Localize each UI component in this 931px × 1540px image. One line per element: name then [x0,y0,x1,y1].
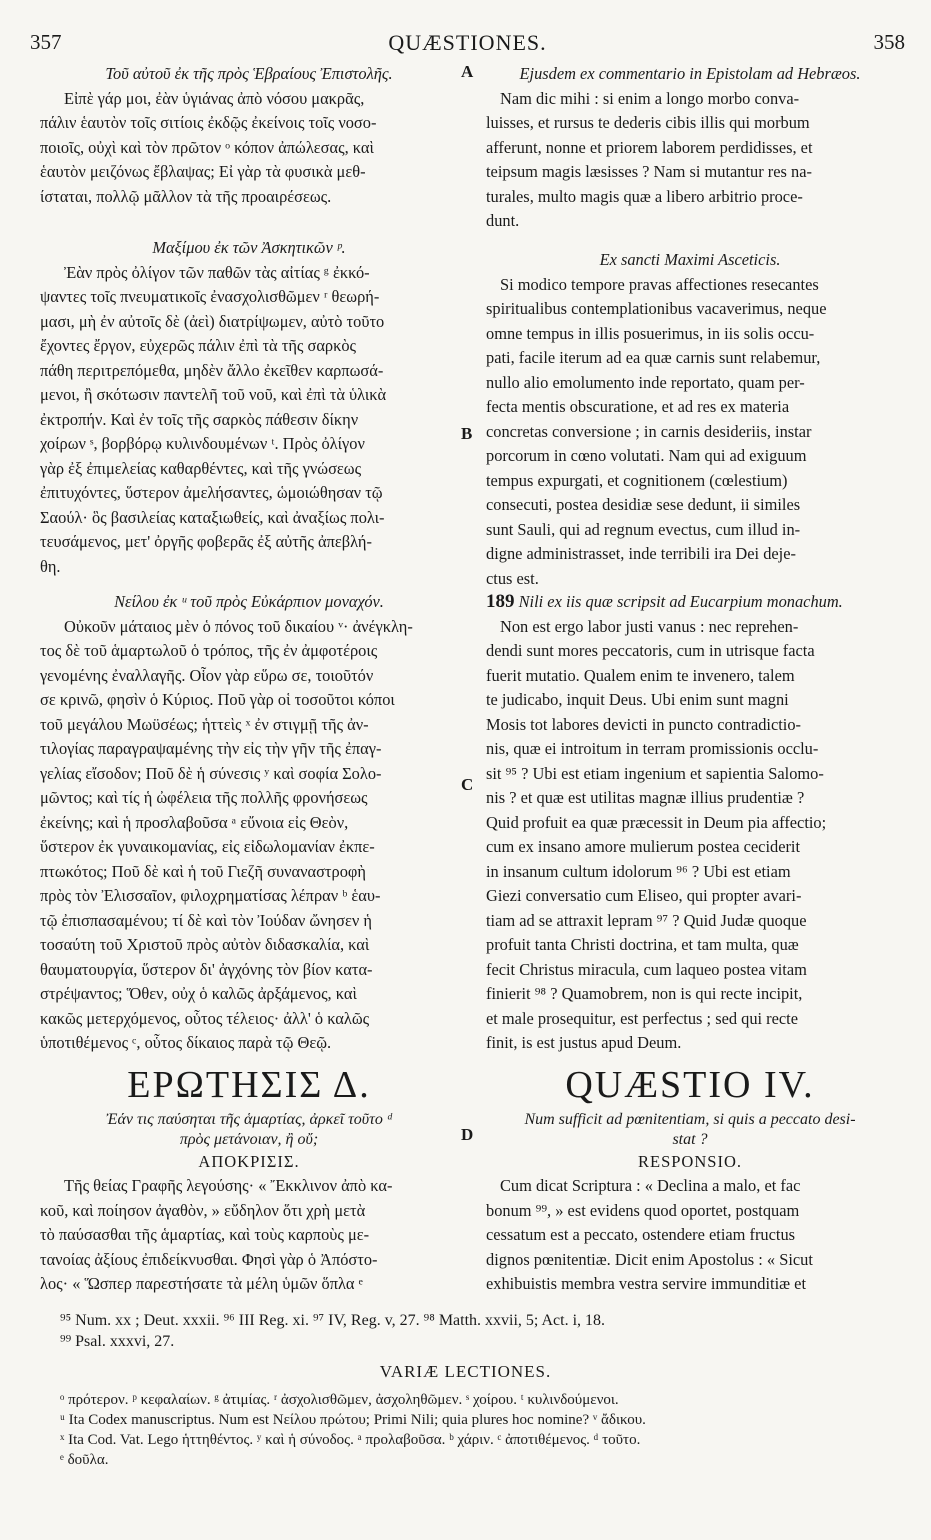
text-line: Cum dicat Scriptura : « Declina a malo, et fac [500,1176,801,1195]
text-line: πρὸς τὸν Ἐλισσαῖον, φιλοχρηματίσας λέπραν ᵇ ἑαυ- [40,886,381,905]
variant-line: ᵘ Ita Codex manuscriptus. Num est Νείλου πρώτου; Primi Nili; quia plures hoc nomine? ᵛ ἄδικου. [60,1412,646,1428]
text-line: nullo alio emolumento inde reportato, quam per- [486,372,805,392]
text-line: ἐκτροπήν. Καὶ ἐν τοῖς τῆς σαρκὸς πάθεσιν δίκην [40,409,359,429]
variae-lectiones [60,1390,900,1470]
text-line: digne administrasset, inde terribili ira Dei deje- [486,544,796,563]
greek-title-hebrews: Τοῦ αὐτοῦ ἐκ τῆς πρὸς Ἑβραίους Ἐπιστολῆς. [105,64,393,83]
greek-paragraph-1 [40,87,458,210]
text-line: et male prosequitur, est perfectus ; sed qui recte [486,1008,799,1028]
text-line: fuerit mutatio. Qualem enim te invenero, talem [486,665,795,685]
greek-column-maximus [40,236,458,579]
text-line: γενομένης ἐναλλαγῆς. Οἷον γὰρ εὕρω σε, τοιοῦτόν [40,665,374,685]
text-line: τανοίας ἀξίους ἐπιδείκνυσθαι. Φησὶ γὰρ ὁ Ἀπόστο- [40,1249,378,1269]
latin-question-subtitle [486,1110,894,1150]
text-line: dunt. [486,211,520,230]
text-line: ἐκείνης; καὶ ἡ προσλαβοῦσα ᵃ εὔνοια εἰς Θεὸν, [40,812,349,832]
text-line: nis, quæ ei introitum in terram promissionis occlu- [486,739,819,758]
text-line: cum ex insano amore mulierum postea ceciderit [486,837,801,856]
text-line: κοῦ, καὶ ποίησον ἀγαθὸν, » εὔδηλον ὅτι χρὴ μετὰ [40,1200,366,1220]
text-line: ψαντες τοῖς πνευματικοῖς ἐνασχολισθῶμεν ʳ θεωρή- [40,287,380,306]
text-line: πρὸς μετάνοιαν, ἢ οὔ; [179,1131,319,1148]
text-line: τοσαύτη τοῦ Χριστοῦ πρὸς αὐτὸν διδασκαλία, καὶ [40,935,370,954]
latin-answer-heading: RESPONSIO. [638,1152,742,1171]
latin-title-maximus: Ex sancti Maximi Asceticis. [599,250,781,269]
text-line: ἔχοντες ἔργον, εὐχερῶς πάλιν ἐπὶ τὰ τῆς σαρκὸς [40,336,357,355]
text-line: dignos pœnitentiæ. Dicit enim Apostolus : « Sicut [486,1249,813,1269]
footnotes [60,1310,900,1352]
latin-paragraph-4 [486,1174,894,1297]
text-line: Ἐὰν πρὸς ὀλίγον τῶν παθῶν τὰς αἰτίας ᵍ ἐκκό- [64,262,370,282]
latin-paragraph-2 [486,273,894,592]
greek-title-nilus: Νείλου ἐκ ᵘ τοῦ πρὸς Εὐκάρπιον μοναχόν. [114,592,384,611]
greek-answer-heading: ΑΠΟΚΡΙΣΙΣ. [198,1152,300,1171]
latin-column-nilus [486,590,894,1056]
text-line: concretas conversione ; in carnis desideriis, instar [486,421,812,441]
text-line: τὸ παύσασθαι τῆς ἁμαρτίας, καὶ τοὺς καρποὺς με- [40,1225,370,1244]
greek-paragraph-2 [40,261,458,580]
text-line: te judicabo, inquit Deus. Ubi enim sunt magni [486,690,789,709]
text-line: tempus expurgati, et cognitionem (cœlestium) [486,470,788,490]
latin-column-maximus [486,248,894,591]
page-number-right: 358 [873,30,905,54]
text-line: στρέψαντος; Ὅθεν, οὐχ ὁ καλῶς ἀρξάμενος, καὶ [40,984,357,1003]
text-line: nis ? et quæ est utilitas magnæ illius prudentiæ ? [486,788,805,807]
greek-answer-text [40,1174,458,1297]
text-line: τῷ ἐπισπασαμένου; τί δὲ καὶ τὸν Ἰούδαν ὤνησεν ἡ [40,910,372,930]
latin-title-nilus-text: Nili ex iis quæ scripsit ad Eucarpium monachum. [518,592,843,611]
text-line: τοῦ μεγάλου Μωϋσέως; ἡττεὶς ˣ ἐν στιγμῇ τῆς ἀν- [40,714,369,734]
text-line: μασι, μὴ ἐν αὐτοῖς δὲ (ἀεὶ) διατρίψωμεν, αὐτὸ τοῦτο [40,311,385,331]
latin-column [486,62,894,234]
latin-paragraph-1 [486,87,894,234]
margin-letter-c: C [461,775,474,794]
variant-line: ᵒ πρότερον. ᵖ κεφαλαίων. ᵍ ἀτιμίας. ʳ ἀσχολισθῶμεν, ἀσχοληθῶμεν. ˢ χοίρου. ᵗ κυλινδούμενοι. [60,1392,619,1408]
margin-letter-a: A [461,62,474,81]
footnote-line: ⁹⁵ Num. xx ; Deut. xxxii. ⁹⁶ III Reg. xi. ⁹⁷ IV, Reg. v, 27. ⁹⁸ Matth. xxvii, 5; Act. i, 18. [60,1312,606,1329]
latin-title-nilus [486,590,894,615]
greek-column [40,62,458,209]
text-line: Num sufficit ad pœnitentiam, si quis a peccato desi- [524,1111,856,1128]
footnote-line: ⁹⁹ Psal. xxxvi, 27. [60,1333,175,1350]
text-line: sunt Sauli, qui ad regnum evectus, cum illud in- [486,519,801,539]
text-line: θαυματουργία, ὕστερον δι' ἀγχόνης τὸν βίον κατα- [40,959,373,979]
text-line: omne tempus in illis posuerimus, in iis solis occu- [486,323,815,343]
text-line: ποιοῖς, οὐχὶ καὶ τὸν πρῶτον ᵒ κόπον ἀπώλεσας, καὶ [40,137,374,157]
variant-line: ᵉ δοῦλα. [60,1452,109,1468]
text-line: bonum ⁹⁹, » est evidens quod oportet, postquam [486,1200,800,1220]
text-line: πτωκότος; Ποῦ δὲ καὶ ἡ τοῦ Γιεζῆ συναναστροφὴ [40,861,366,881]
text-line: profuit tanta Christi doctrina, et tam multa, quæ [486,935,799,954]
greek-title-maximus: Μαξίμου ἐκ τῶν Ἀσκητικῶν ᵖ. [152,238,346,257]
text-line: fecta mentis obscuratione, et ad res ex materia [486,397,790,416]
text-line: spiritualibus contemplationibus vacaverimus, neque [486,299,827,318]
latin-answer-text [486,1174,894,1297]
text-line: Si modico tempore pravas affectiones resecantes [500,274,819,294]
text-line: pati, facile iterum ad ea quæ carnis sunt relabemur, [486,348,821,367]
text-line: Giezi conversatio cum Eliseo, qui propter avari- [486,886,802,905]
text-line: Nam dic mihi : si enim a longo morbo conva- [500,88,800,108]
text-line: Mosis tot labores devicti in puncto contradictio- [486,714,801,734]
text-line: ίσταται, πολλῷ μᾶλλον τὰ τῆς προαιρέσεως. [40,186,332,206]
text-line: θη. [40,556,61,576]
text-line: ὑποτιθέμενος ᶜ, οὗτος δίκαιος παρὰ τῷ Θεῷ. [40,1033,332,1052]
text-line: πάλιν ἑαυτὸν τοῖς σιτίοις ἐκδῷς ἐκείνοις τοῖς νοσο- [40,113,377,132]
text-line: ἐπιτυχόντες, ὕστερον ἀμελήσαντες, ὡμοιώθησαν τῷ [40,483,383,502]
text-line: exhibuistis membra vestra servire immunditiæ et [486,1274,807,1293]
text-line: afferunt, nonne et priorem laborem perdidisses, et [486,137,813,157]
text-line: fecit Christus miracula, cum laqueo postea vitam [486,959,807,979]
text-line: τος δὲ τοῦ ἁμαρτωλοῦ ὁ τρόπος, τῆς ἐν ἀμφοτέροις [40,641,378,660]
greek-paragraph-3 [40,615,458,1056]
text-line: stat ? [672,1131,708,1148]
text-line: τιλογίας παραγραψαμένης τὴν εἰς τὴν γῆν τῆς ἐπαγ- [40,739,382,758]
text-line: finierit ⁹⁸ ? Quamobrem, non is qui recte incipit, [486,984,803,1003]
margin-letter-d: D [461,1125,474,1144]
latin-paragraph-3 [486,615,894,1056]
text-line: luisses, et rursus te dederis cibis illis qui morbum [486,113,810,132]
text-line: ctus est. [486,568,539,588]
text-line: turales, multo magis quæ a libero arbitrio proce- [486,186,803,206]
greek-question-heading: ΕΡΩΤΗΣΙΣ Δ. [127,1064,371,1106]
greek-paragraph-4 [40,1174,458,1297]
text-line: Οὐκοῦν μάταιος μὲν ὁ πόνος τοῦ δικαίου ᵛ· ἀνέγκλη- [64,616,413,636]
text-line: Εἰπὲ γάρ μοι, ἐὰν ὑγιάνας ἀπὸ νόσου μακρᾶς, [64,88,365,108]
latin-title-hebrews: Ejusdem ex commentario in Epistolam ad Hebræos. [519,64,861,83]
latin-question-heading: QUÆSTIO IV. [565,1064,815,1106]
text-line: ἑαυτὸν μειζόνως ἔβλαψας; Εἰ γὰρ τὰ φυσικὰ μεθ- [40,162,366,181]
variae-lectiones-heading: VARIÆ LECTIONES. [379,1362,552,1381]
text-line: consecuti, postea desidiæ sese dedunt, ii similes [486,495,801,514]
greek-column-nilus [40,590,458,1056]
text-line: teipsum magis læsisses ? Nam si mutantur res na- [486,162,812,181]
margin-letter-b: B [461,424,473,443]
text-line: γελίας εἴσοδον; Ποῦ δὲ ἡ σύνεσις ʸ καὶ σοφία Σολο- [40,763,382,783]
text-line: in insanum cultum idolorum ⁹⁶ ? Ubi est etiam [486,861,791,881]
page-header [30,30,905,58]
text-line: χοίρων ˢ, βορβόρῳ κυλινδουμένων ᵗ. Πρὸς ὀλίγον [40,434,365,453]
text-line: λος· « Ὥσπερ παρεστήσατε τὰ μέλη ὑμῶν ὅπλα ᵉ [40,1274,363,1293]
text-line: Τῆς θείας Γραφῆς λεγούσης· « Ἔκκλινον ἀπὸ κα- [64,1176,393,1195]
text-line: finit, is est justus apud Deum. [486,1033,682,1052]
greek-question-subtitle [40,1110,458,1150]
text-line: sit ⁹⁵ ? Ubi est etiam ingenium et sapientia Salomo- [486,763,824,783]
page-number-left: 357 [30,30,62,54]
text-line: dendi sunt mores peccatoris, cum in utrisque facta [486,641,815,660]
text-line: Ἐάν τις παύσηται τῆς ἁμαρτίας, ἀρκεῖ τοῦτο ᵈ [106,1111,392,1128]
text-line: cessatum est a peccato, ostendere etiam fructus [486,1225,796,1244]
text-line: γὰρ ἐξ ἐπιμελείας καθαρθέντες, καὶ τῆς γνώσεως [40,458,362,478]
text-line: κακῶς μετερχόμενος, οὗτος τέλειος· ἀλλ' ὁ καλῶς [40,1008,370,1028]
text-line: tiam ad se attraxit lepram ⁹⁷ ? Quid Judæ quoque [486,910,807,930]
variant-line: ˣ Ita Cod. Vat. Lego ἡττηθέντος. ʸ καὶ ἡ σύνοδος. ᵃ προλαβοῦσα. ᵇ χάριν. ᶜ ἀποτιθέμενος. ᵈ τοῦτο. [60,1432,641,1448]
text-line: ὕστερον ἐκ γυναικομανίας, εἰς εἰδωλομανίαν ἐκπε- [40,837,375,856]
running-title: QUÆSTIONES. [388,30,547,55]
text-line: Quid profuit ea quæ præcessit in Deum pia affectio; [486,812,827,832]
text-line: μενοι, ἢ σκότωσιν παντελῆ τοῦ νοῦ, καὶ ἐπὶ τὰ ὑλικὰ [40,385,387,404]
text-line: μῶντος; καὶ τίς ἡ ὠφέλεια τῆς πολλῆς φρονήσεως [40,788,368,807]
text-line: porcorum in cœno volutati. Nam qui ad exiguum [486,446,807,465]
text-line: πάθη περιτρεπόμεθα, μηδὲν ἄλλο ἐκεῖθεν καρπωσά- [40,360,384,380]
text-line: τευσάμενος, μετ' ὀργῆς φοβερᾶς ἐξ αὐτῆς ἀπεβλή- [40,532,372,551]
text-line: Σαούλ· ὃς βασιλείας καταξιωθείς, καὶ ἀναξίως πολι- [40,507,385,527]
text-line: σε κρινῶ, φησὶν ὁ Κύριος. Ποῦ γὰρ οἱ τοσοῦτοι κόποι [40,690,395,709]
text-line: Non est ergo labor justi vanus : nec reprehen- [500,616,799,636]
section-number: 189 [486,591,515,612]
